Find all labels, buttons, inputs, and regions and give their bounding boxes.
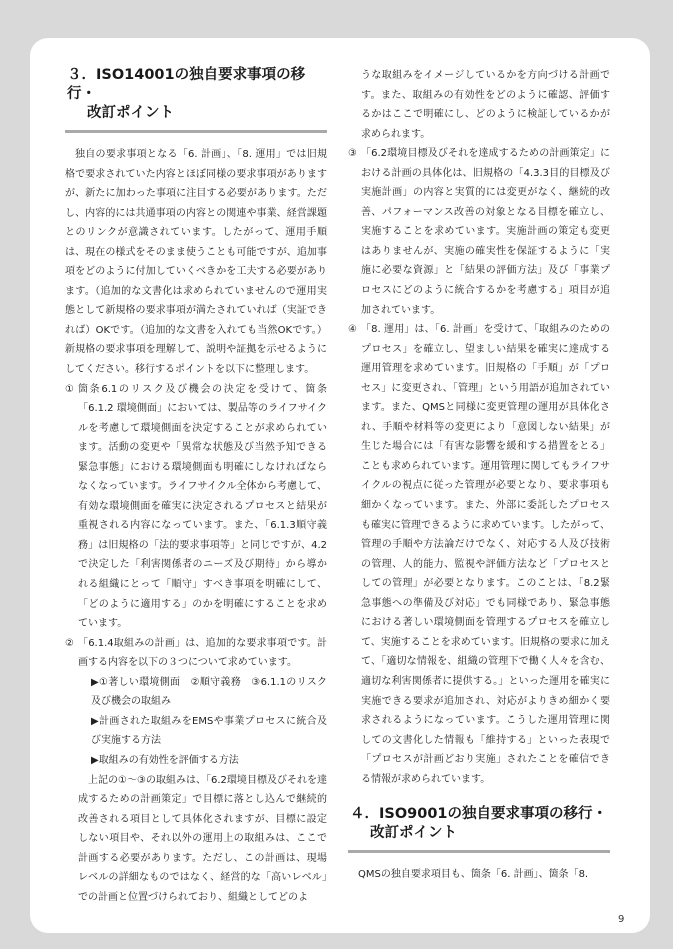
item2-sub1: ▶①著しい環境側面 ②順守義務 ③6.1.1のリスク及び機会の取組み: [91, 676, 327, 708]
section3-heading: [67, 66, 327, 123]
item3-marker: ③: [348, 148, 357, 160]
section3-title-line2: 改訂ポイント: [87, 105, 174, 121]
item2-continuation-left: 上記の①～③の取組みは、「6.2環境目標及びそれを達成するための計画策定」で目標に落とし込んで継続的改善される項目として具体化されますが、目標に設定しない項目や、それ以外の運用上の取組みは、ここで計画する必要があります。ただし、この計画は、現場レベルの詳細なものではなく、経営的な「高いレベル」での計画と位置づけられており、組織としてどのよ: [78, 774, 327, 903]
section4-title-line1: ４．ISO9001の独自要求事項の移行・: [350, 806, 608, 823]
item2-continuation-right: うな取組みをイメージしているかを方向づける計画です。また、取組みの有効性をどのように確認、評価するかはここで明確にし、どのように検証しているかが求められます。: [361, 70, 610, 140]
list-item-1: [65, 380, 327, 634]
item1-marker: ①: [65, 383, 74, 395]
section4-intro: QMSの独自要求項目も、箇条「6. 計画」、箇条「8.: [358, 869, 589, 881]
item4-text: 「8. 運用」は、「6. 計画」を受けて、「取組みのためのプロセス」を確立し、望ましい結果を確実に達成する運用管理を求めています。旧規格の「手順」が「プロセス」に変更され、「管理」という用語が追加されています。また、QMSと同様に変更管理の運用が具体化され、手順や材料等の変更により「意図しない結果」が生じた場合には「有害な影響を緩和する措置をとる」ことも求められています。運用管理に関してもライフサイクルの視点に従った管理が必要となり、要求事項も細かくなっています。また、外部に委託したプロセスも確実に管理できるように求めています。したがって、管理の手順や方法論だけでなく、対応する人及び技術の管理、人的能力、監視や評価方法など「プロセスとしての管理」が必要となります。このことは、「8.2緊急事態への準備及び対応」でも同様であり、緊急事態における著しい環境側面を管理するプロセスを確立して、実施することを求めています。旧規格の要求に加えて、「適切な情報を、組織の管理下で働く人々を含む、適切な利害関係者に提供する。」といった運用を確実に実施できる要求が追加され、対応がよりきめ細かく要求されるようになっています。こうした運用管理に関しての文書化した情報も「維持する」といった表現で「プロセスが計画どおり実施」されたことを確信できる情報が求められています。: [361, 324, 610, 785]
left-column: [65, 66, 327, 907]
section3-intro: 独自の要求事項となる「6. 計画」、「8. 運用」では旧規格で要求されていた内容とほぼ同様の要求事項がありますが、新たに加わった事項に注目する必要があります。ただし、内容的には共通事項の内容との関連や事業、経営課題とのリンクが意識されています。したがって、運用手順は、現在の様式をそのまま使うことも可能ですが、追加事項をどのように付加していくべきかを工夫する必要があります。（追加的な文書化は求められていませんので運用実態として新規格の要求事項が満たされていれば（実証できれば）OKです。（追加的な文書を入れても当然OKです。）新規格の要求事項を理解して、説明や証拠を示せるようにしてください。移行するポイントを以下に整理します。: [65, 149, 327, 376]
section4-title-line2: 改訂ポイント: [370, 825, 457, 842]
right-column: [348, 66, 610, 885]
item2-sub3: ▶取組みの有効性を評価する方法: [91, 754, 239, 766]
section4-heading: [350, 805, 610, 843]
item2-sub2: ▶計画された取組みをEMSや事業プロセスに統合及び実施する方法: [91, 715, 327, 747]
list-item-3: [348, 144, 610, 320]
section3-rule: [65, 130, 327, 133]
item2-text: 「6.1.4取組みの計画」は、追加的な要求事項です。計画する内容を以下の３つについて求めています。: [78, 637, 327, 669]
list-item-4: [348, 320, 610, 789]
item2-marker: ②: [65, 637, 74, 649]
document-page: [30, 38, 650, 933]
list-item-2: [65, 634, 327, 908]
page-number: 9: [618, 914, 625, 925]
item4-marker: ④: [348, 324, 357, 336]
item3-text: 「6.2環境目標及びそれを達成するための計画策定」における計画の具体化は、旧規格の「4.3.3目的目標及び実施計画」の内容と実質的には変更がなく、継続的改善、パフォーマンス改善の対象となる目標を確立し、実施することを求めています。実施計画の策定も変更はありませんが、実施の確実性を保証するように「実施に必要な資源」と「結果の評価方法」及び「事業プロセスにどのように統合するかを考慮する」項目が追加されています。: [361, 148, 610, 316]
item1-text: 箇条6.1のリスク及び機会の決定を受けて、箇条「6.1.2 環境側面」においては、製品等のライフサイクルを考慮して環境側面を決定することが求められています。活動の変更や「異常な状態及び当然予知できる緊急事態」における環境側面も明確にしなければならなくなっています。ライフサイクル全体から考慮して、有効な環境側面を確実に決定されるプロセスと結果が重視される内容になっています。また、「6.1.3順守義務」は旧規格の「法的要求事項等」と同じですが、4.2で決定した「利害関係者のニーズ及び期待」から導かれる組織にとって「順守」すべき事項を明確にして、「どのように適用する」のかを明確にすることを求めています。: [78, 383, 327, 630]
section4-rule: [348, 850, 610, 853]
section3-title-line1: ３．ISO14001の独自要求事項の移行・: [67, 67, 306, 102]
